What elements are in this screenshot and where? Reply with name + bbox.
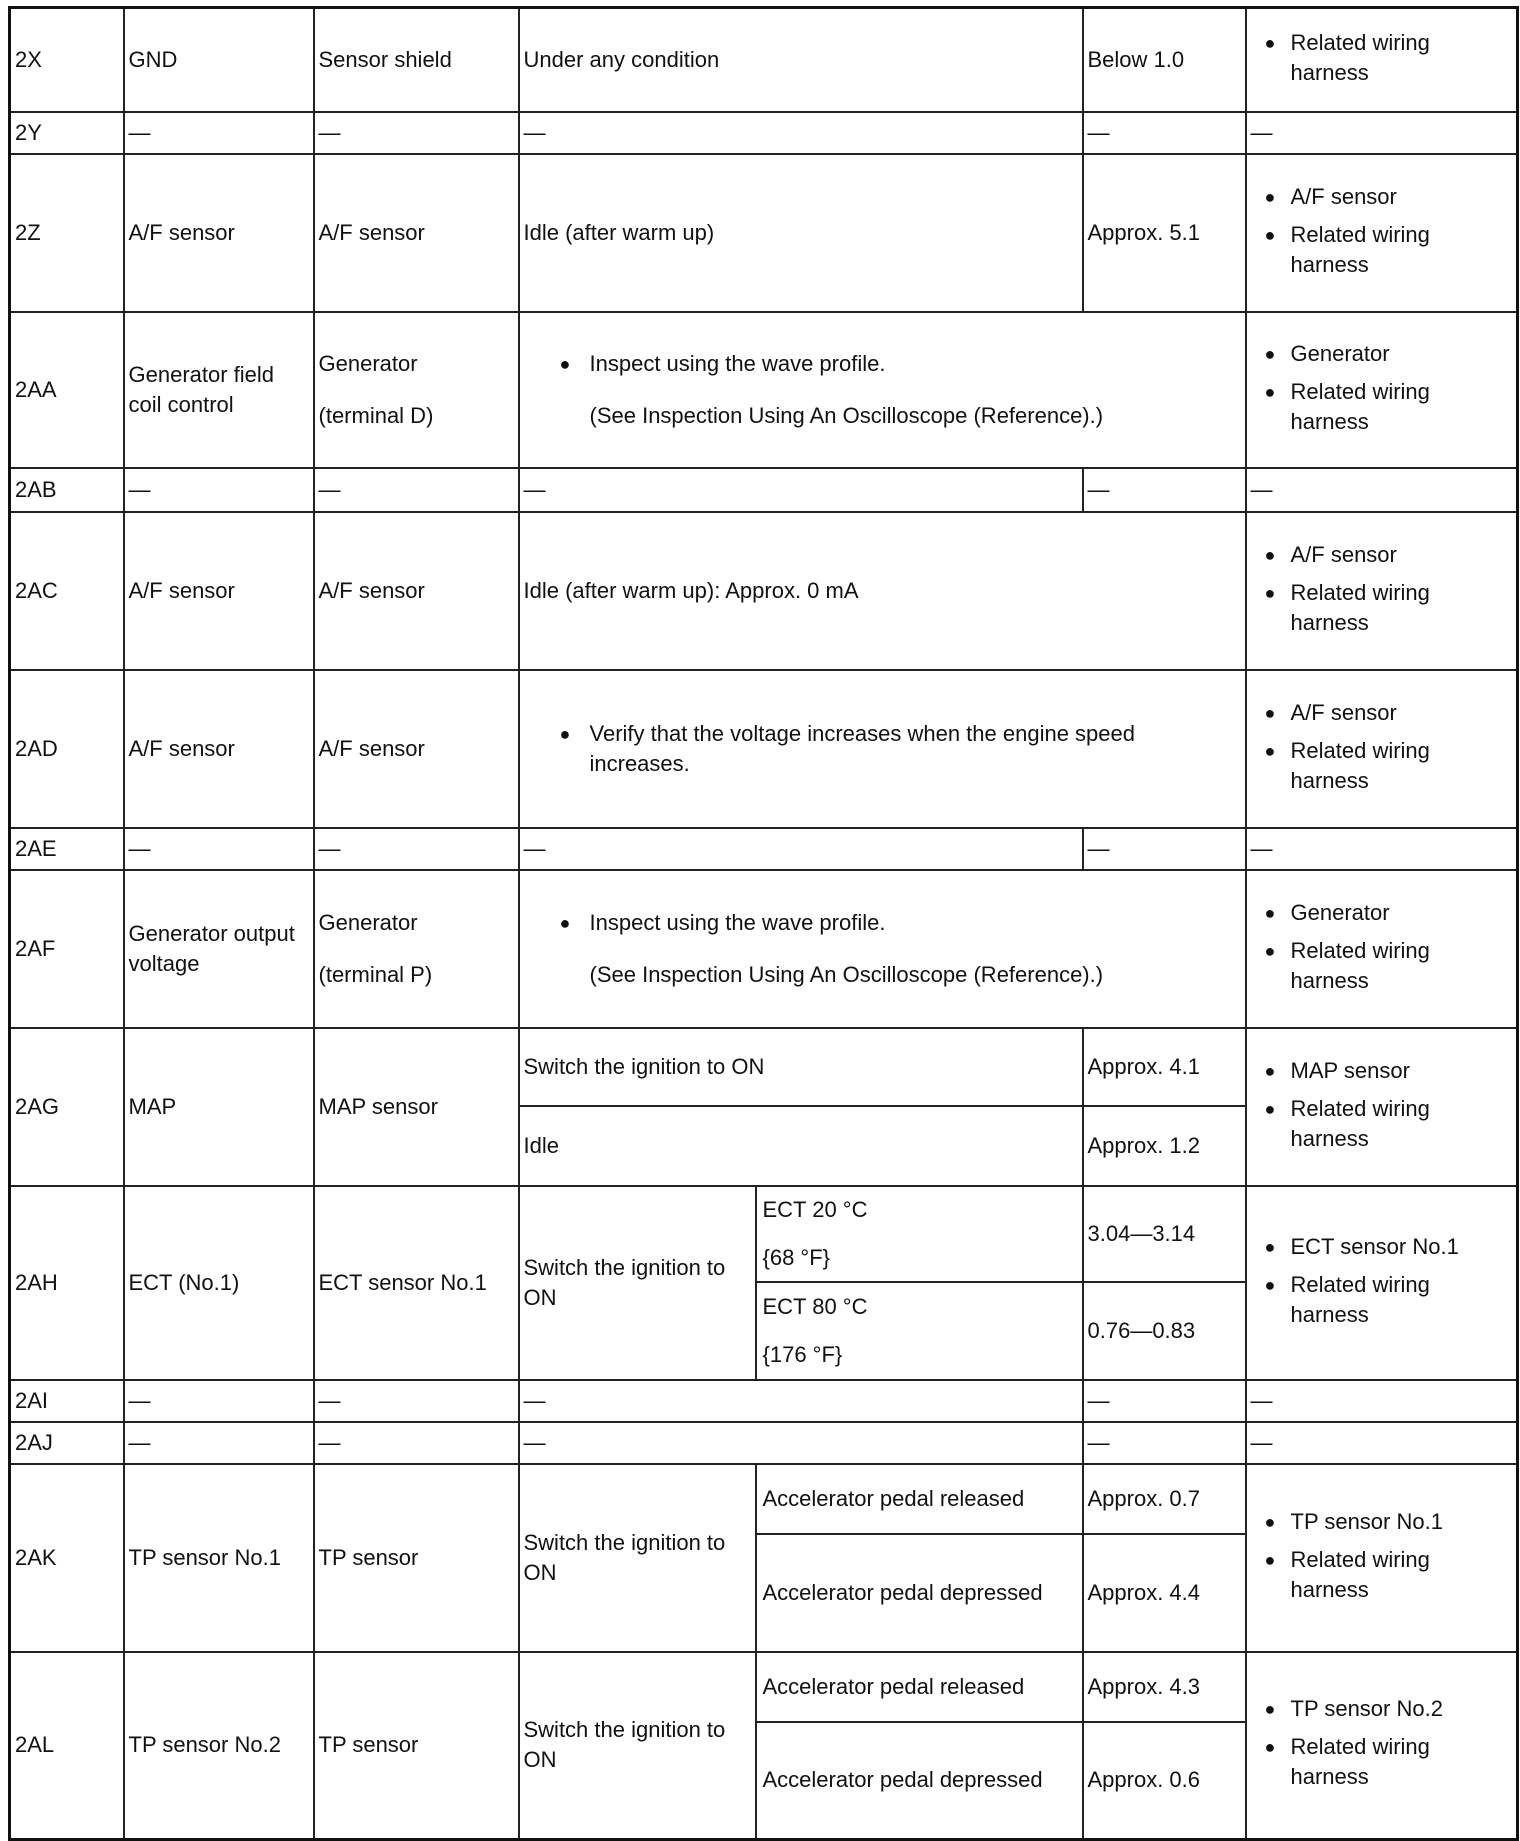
table-row <box>10 670 1518 828</box>
action-cell <box>1246 1652 1518 1840</box>
sub-condition-line: ECT 20 °C <box>762 1196 868 1222</box>
connected-to-cell: TP sensor <box>314 1464 519 1652</box>
test-condition-cell <box>519 312 1246 468</box>
table-row <box>10 870 1518 1028</box>
signal-name-cell: — <box>124 1422 314 1464</box>
action-cell <box>1246 870 1518 1028</box>
connected-to-line: (terminal P) <box>318 961 433 987</box>
action-item: ● ECT sensor No.1 <box>1251 1232 1513 1262</box>
connected-to-cell: ECT sensor No.1 <box>314 1186 519 1380</box>
signal-name-cell: ECT (No.1) <box>124 1186 314 1380</box>
terminal-cell: 2AC <box>10 512 124 670</box>
terminal-cell: 2AH <box>10 1186 124 1380</box>
connected-to-cell: — <box>314 1380 519 1422</box>
terminal-cell: 2AG <box>10 1028 124 1186</box>
action-item: ● Related wiring harness <box>1251 1270 1513 1330</box>
action-item: ● MAP sensor <box>1251 1056 1513 1086</box>
terminal-cell: 2AI <box>10 1380 124 1422</box>
voltage-cell: — <box>1083 1380 1246 1422</box>
action-cell <box>1246 512 1518 670</box>
voltage-cell: — <box>1083 1422 1246 1464</box>
test-condition-cell: Switch the ignition to ON <box>519 1464 756 1652</box>
action-cell <box>1246 1028 1518 1186</box>
table-row <box>10 1464 1518 1534</box>
sub-condition-line: ECT 80 °C <box>762 1293 868 1319</box>
connected-to-cell: — <box>314 1422 519 1464</box>
action-cell <box>1246 312 1518 468</box>
signal-name-cell: — <box>124 468 314 512</box>
table-row <box>10 1186 1518 1282</box>
action-item: ● A/F sensor <box>1251 182 1513 212</box>
connected-to-cell: Sensor shield <box>314 8 519 112</box>
signal-name-cell: A/F sensor <box>124 154 314 312</box>
voltage-cell: Approx. 5.1 <box>1083 154 1246 312</box>
connected-to-line: Generator <box>318 909 418 935</box>
connected-to-cell: A/F sensor <box>314 512 519 670</box>
action-cell <box>1246 154 1518 312</box>
connected-to-cell: MAP sensor <box>314 1028 519 1186</box>
connected-to-cell: A/F sensor <box>314 670 519 828</box>
connected-to-cell: — <box>314 112 519 154</box>
action-cell <box>1246 670 1518 828</box>
table-row <box>10 1652 1518 1722</box>
voltage-cell: Approx. 0.7 <box>1083 1464 1246 1534</box>
signal-name-cell: A/F sensor <box>124 512 314 670</box>
connected-to-cell: — <box>314 828 519 870</box>
signal-name-cell: MAP <box>124 1028 314 1186</box>
voltage-cell: 3.04—3.14 <box>1083 1186 1246 1282</box>
terminal-cell: 2X <box>10 8 124 112</box>
action-item: ● Related wiring harness <box>1251 377 1513 437</box>
terminal-cell: 2AA <box>10 312 124 468</box>
test-condition-cell: Switch the ignition to ON <box>519 1652 756 1840</box>
sub-condition-cell: Accelerator pedal depressed <box>756 1534 1083 1652</box>
table-row <box>10 512 1518 670</box>
action-cell <box>1246 8 1518 112</box>
terminal-cell: 2AF <box>10 870 124 1028</box>
voltage-cell: Approx. 0.6 <box>1083 1722 1246 1840</box>
action-item: ● Related wiring harness <box>1251 1094 1513 1154</box>
signal-name-cell: Generator output voltage <box>124 870 314 1028</box>
action-item: ● A/F sensor <box>1251 698 1513 728</box>
sub-condition-cell <box>756 1186 1083 1282</box>
table-row <box>10 112 1518 154</box>
condition-bullet: ● Inspect using the wave profile. <box>556 349 1241 379</box>
test-condition-cell: Switch the ignition to ON <box>519 1186 756 1380</box>
connected-to-cell <box>314 312 519 468</box>
signal-name-cell: TP sensor No.1 <box>124 1464 314 1652</box>
action-item: ● Related wiring harness <box>1251 736 1513 796</box>
action-cell <box>1246 1186 1518 1380</box>
action-item: ● Related wiring harness <box>1251 28 1513 88</box>
table-row <box>10 468 1518 512</box>
action-item: ● TP sensor No.2 <box>1251 1694 1513 1724</box>
signal-name-cell: — <box>124 828 314 870</box>
voltage-cell: — <box>1083 828 1246 870</box>
action-item: ● Related wiring harness <box>1251 936 1513 996</box>
terminal-cell: 2AK <box>10 1464 124 1652</box>
table-row <box>10 1422 1518 1464</box>
action-item: ● TP sensor No.1 <box>1251 1507 1513 1537</box>
signal-name-cell: TP sensor No.2 <box>124 1652 314 1840</box>
sub-condition-cell: Accelerator pedal released <box>756 1464 1083 1534</box>
connected-to-line: (terminal D) <box>318 402 434 428</box>
action-item: ● Related wiring harness <box>1251 220 1513 280</box>
test-condition-cell: — <box>519 1422 1083 1464</box>
action-cell: — <box>1246 1380 1518 1422</box>
sub-condition-line: {68 °F} <box>762 1244 831 1270</box>
action-cell: — <box>1246 1422 1518 1464</box>
voltage-cell: — <box>1083 468 1246 512</box>
action-item: ● Related wiring harness <box>1251 1545 1513 1605</box>
terminal-cell: 2Z <box>10 154 124 312</box>
terminal-cell: 2AB <box>10 468 124 512</box>
terminal-cell: 2AE <box>10 828 124 870</box>
table-row <box>10 1028 1518 1106</box>
voltage-cell: — <box>1083 112 1246 154</box>
condition-note: (See Inspection Using An Oscilloscope (Reference).) <box>589 402 1104 428</box>
test-condition-cell: — <box>519 1380 1083 1422</box>
sub-condition-cell: Accelerator pedal released <box>756 1652 1083 1722</box>
connected-to-cell: A/F sensor <box>314 154 519 312</box>
signal-name-cell: Generator field coil control <box>124 312 314 468</box>
voltage-cell: Approx. 4.3 <box>1083 1652 1246 1722</box>
voltage-cell: Approx. 4.4 <box>1083 1534 1246 1652</box>
test-condition-cell: Switch the ignition to ON <box>519 1028 1083 1106</box>
condition-bullet: ● Inspect using the wave profile. <box>556 908 1241 938</box>
test-condition-cell: Idle <box>519 1106 1083 1186</box>
test-condition-cell: Under any condition <box>519 8 1083 112</box>
connected-to-cell <box>314 870 519 1028</box>
terminal-cell: 2AD <box>10 670 124 828</box>
table-row <box>10 1380 1518 1422</box>
terminal-cell: 2AJ <box>10 1422 124 1464</box>
table-row <box>10 828 1518 870</box>
connected-to-cell: — <box>314 468 519 512</box>
voltage-cell: Approx. 1.2 <box>1083 1106 1246 1186</box>
voltage-cell: Below 1.0 <box>1083 8 1246 112</box>
sub-condition-cell <box>756 1282 1083 1380</box>
signal-name-cell: A/F sensor <box>124 670 314 828</box>
action-item: ● Generator <box>1251 339 1513 369</box>
action-item: ● A/F sensor <box>1251 540 1513 570</box>
signal-name-cell: GND <box>124 8 314 112</box>
table-row <box>10 8 1518 112</box>
action-cell: — <box>1246 468 1518 512</box>
test-condition-cell: — <box>519 468 1083 512</box>
table-row <box>10 312 1518 468</box>
connected-to-cell: TP sensor <box>314 1652 519 1840</box>
terminal-voltage-table <box>8 6 1519 1841</box>
terminal-cell: 2AL <box>10 1652 124 1840</box>
test-condition-cell: — <box>519 828 1083 870</box>
terminal-cell: 2Y <box>10 112 124 154</box>
action-cell: — <box>1246 112 1518 154</box>
signal-name-cell: — <box>124 112 314 154</box>
voltage-cell: Approx. 4.1 <box>1083 1028 1246 1106</box>
action-item: ● Generator <box>1251 898 1513 928</box>
condition-note: (See Inspection Using An Oscilloscope (Reference).) <box>589 961 1104 987</box>
test-condition-cell: Idle (after warm up) <box>519 154 1083 312</box>
action-cell: — <box>1246 828 1518 870</box>
action-item: ● Related wiring harness <box>1251 578 1513 638</box>
test-condition-cell: — <box>519 112 1083 154</box>
terminal-voltage-table-page <box>8 6 1519 1841</box>
connected-to-line: Generator <box>318 350 418 376</box>
signal-name-cell: — <box>124 1380 314 1422</box>
action-cell <box>1246 1464 1518 1652</box>
action-item: ● Related wiring harness <box>1251 1732 1513 1792</box>
test-condition-cell <box>519 670 1246 828</box>
condition-bullet: ● Verify that the voltage increases when the engine speed increases. <box>556 719 1241 779</box>
sub-condition-line: {176 °F} <box>762 1341 843 1367</box>
test-condition-cell: Idle (after warm up): Approx. 0 mA <box>519 512 1246 670</box>
voltage-cell: 0.76—0.83 <box>1083 1282 1246 1380</box>
table-row <box>10 154 1518 312</box>
sub-condition-cell: Accelerator pedal depressed <box>756 1722 1083 1840</box>
test-condition-cell <box>519 870 1246 1028</box>
